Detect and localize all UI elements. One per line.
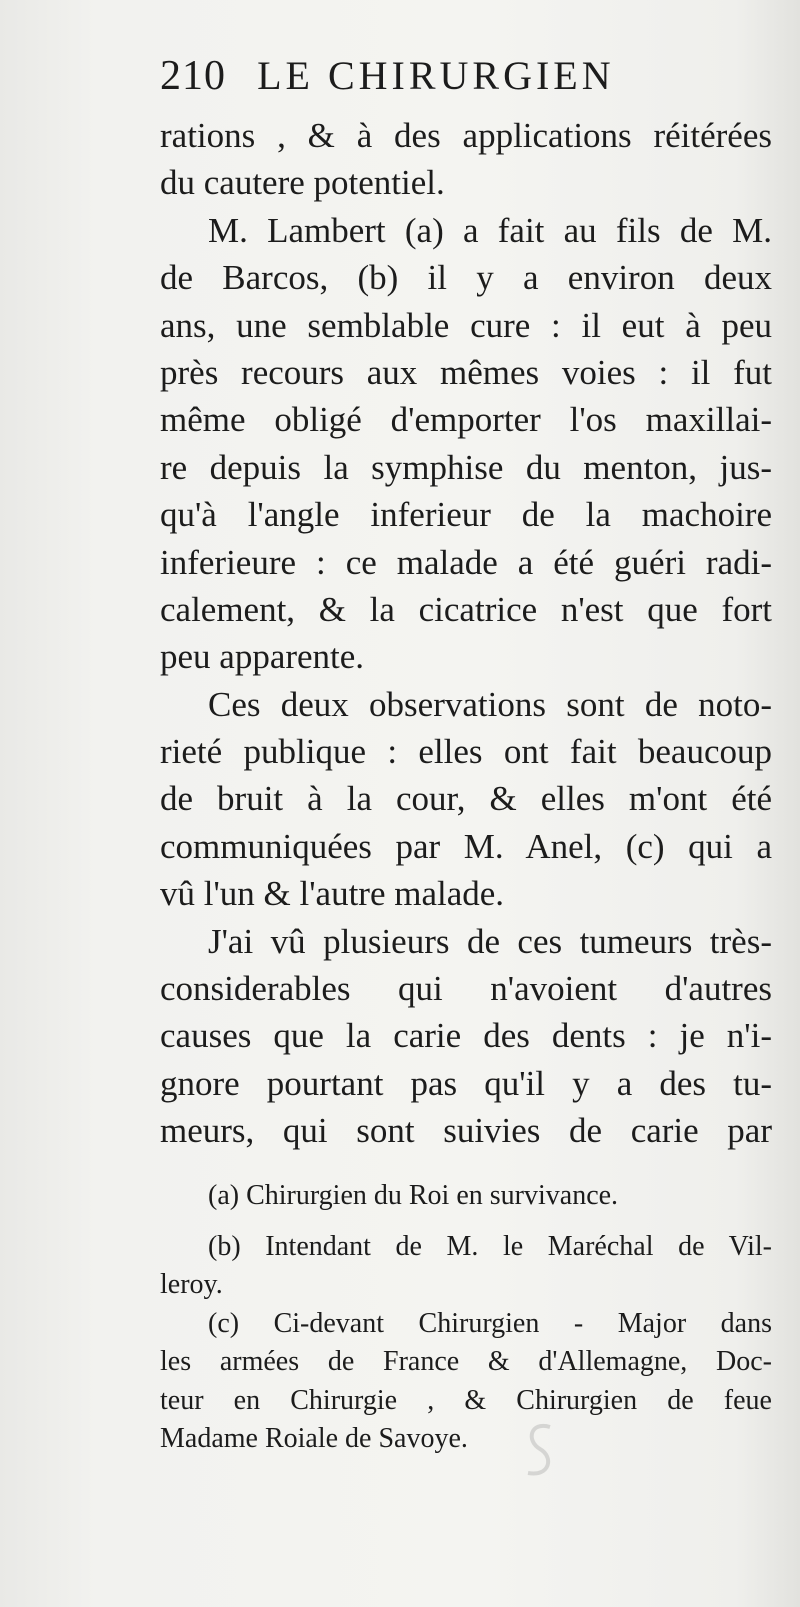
page-number: 210 — [160, 53, 226, 99]
text-line: de Barcos, (b) il y a environ deux — [160, 258, 772, 298]
footnotes — [160, 1177, 772, 1459]
text-line: du cautere potentiel. — [160, 163, 445, 203]
footnote-c-continued: les armées de France & d'Allemagne, Doc- — [160, 1346, 772, 1377]
text-line: J'ai vû plusieurs de ces tumeurs très- — [208, 921, 772, 961]
text-line: peu apparente. — [160, 637, 365, 677]
text-line: ans, une semblable cure : il eut à peu — [160, 305, 772, 345]
text-line: inferieure : ce malade a été guéri radi- — [160, 542, 772, 582]
running-head: LE CHIRURGIEN — [257, 53, 615, 98]
text-line: re depuis la symphise du menton, jus- — [160, 447, 772, 487]
text-line: même obligé d'emporter l'os maxillai- — [160, 400, 772, 440]
text-line: causes que la carie des dents : je n'i- — [160, 1016, 772, 1056]
text-line: considerables qui n'avoient d'autres — [160, 969, 772, 1009]
text-line: qu'à l'angle inferieur de la machoire — [160, 495, 772, 535]
footnote-a: (a) Chirurgien du Roi en survivance. — [208, 1180, 619, 1211]
text-line: vû l'un & l'autre malade. — [160, 874, 505, 914]
text-line: meurs, qui sont suivies de carie par — [160, 1111, 772, 1151]
page-header — [160, 52, 780, 112]
text-line: communiquées par M. Anel, (c) qui a — [160, 826, 772, 866]
footnote-b: (b) Intendant de M. le Maréchal de Vil- — [208, 1230, 772, 1262]
text-line: gnore pourtant pas qu'il y a des tu- — [160, 1063, 772, 1103]
text-line: Ces deux observations sont de noto- — [208, 684, 772, 724]
footnote-c: (c) Ci-devant Chirurgien - Major dans — [208, 1307, 772, 1339]
footnote-gap — [160, 1216, 772, 1228]
text-line: M. Lambert (a) a fait au fils de M. — [208, 210, 772, 250]
text-line: rations , & à des applications réitérées — [160, 116, 772, 155]
text-line: calement, & la cicatrice n'est que fort — [160, 589, 772, 629]
footnote-c-continued: teur en Chirurgie , & Chirurgien de feue — [160, 1384, 772, 1416]
footnote-c-continued: Madame Roiale de Savoye. — [160, 1423, 468, 1454]
body-text — [160, 112, 772, 1155]
footnote-b-continued: leroy. — [160, 1269, 223, 1300]
text-line: de bruit à la cour, & elles m'ont été — [160, 779, 772, 819]
text-line: rieté publique : elles ont fait beaucoup — [160, 732, 772, 772]
show-through-mark — [520, 1415, 560, 1485]
text-line: près recours aux mêmes voies : il fut — [160, 352, 772, 392]
